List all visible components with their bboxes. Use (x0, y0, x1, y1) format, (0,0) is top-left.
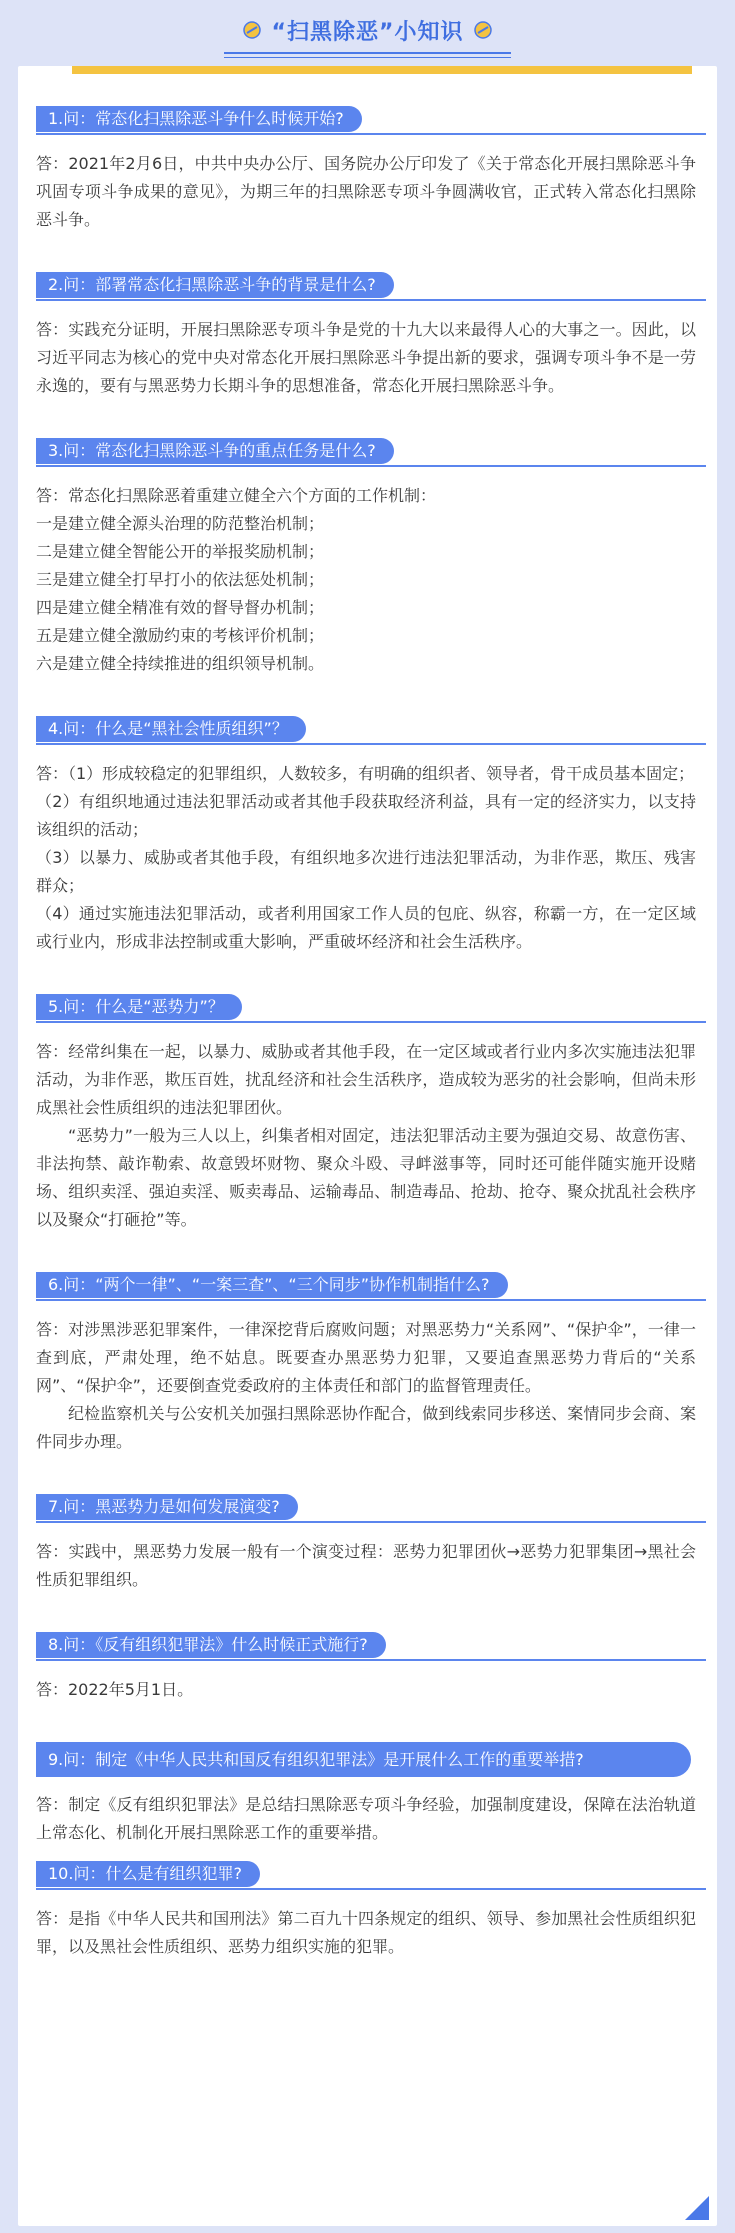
answer-paragraph: 答：实践中，黑恶势力发展一般有一个演变过程：恶势力犯罪团伙→恶势力犯罪集团→黑社会性质犯罪组织。 (36, 1542, 696, 1589)
qa-item (36, 1861, 716, 1961)
leaf-badge-icon (242, 20, 262, 40)
content-card (18, 66, 717, 2226)
question-underline (36, 1888, 706, 1890)
question-label: 10.问：什么是有组织犯罪? (36, 1861, 260, 1887)
question-underline (36, 465, 706, 467)
answer (36, 1905, 696, 1961)
answer (36, 760, 696, 956)
header (0, 0, 735, 62)
answer-paragraph: 答：常态化扫黑除恶着重建立健全六个方面的工作机制： (36, 486, 437, 505)
qa-item (36, 1494, 716, 1594)
answer (36, 1316, 696, 1456)
question-label: 9.问：制定《中华人民共和国反有组织犯罪法》是开展什么工作的重要举措? (36, 1742, 691, 1777)
answer-paragraph: 六是建立健全持续推进的组织领导机制。 (36, 654, 325, 673)
question-header (36, 106, 716, 136)
answer-paragraph: （2）有组织地通过违法犯罪活动或者其他手段获取经济利益，具有一定的经济实力，以支持该组织的活动； (36, 792, 696, 839)
answer-paragraph: 一是建立健全源头治理的防范整治机制； (36, 514, 325, 533)
answer (36, 1538, 696, 1594)
answer-paragraph: （3）以暴力、威胁或者其他手段，有组织地多次进行违法犯罪活动，为非作恶，欺压、残害群众； (36, 848, 696, 895)
qa-list (36, 106, 716, 1961)
leaf-badge-icon (473, 20, 493, 40)
answer (36, 1676, 696, 1704)
question-header (36, 1494, 716, 1524)
answer (36, 482, 696, 678)
question-underline (36, 1299, 706, 1301)
question-header (36, 438, 716, 468)
answer-paragraph: 答：2022年5月1日。 (36, 1680, 194, 1699)
answer (36, 150, 696, 234)
answer-paragraph: 答：经常纠集在一起，以暴力、威胁或者其他手段，在一定区域或者行业内多次实施违法犯罪活动，为非作恶，欺压百姓，扰乱经济和社会生活秩序，造成较为恶劣的社会影响，但尚未形成黑社会性质组织的违法犯罪团伙。 (36, 1042, 696, 1117)
answer-paragraph: 纪检监察机关与公安机关加强扫黑除恶协作配合，做到线索同步移送、案情同步会商、案件同步办理。 (36, 1404, 696, 1451)
question-underline (36, 1659, 706, 1661)
question-header (36, 716, 716, 746)
question-underline (36, 299, 706, 301)
question-header (36, 1272, 716, 1302)
answer-paragraph: 答：（1）形成较稳定的犯罪组织，人数较多，有明确的组织者、领导者，骨干成员基本固定； (36, 764, 695, 783)
corner-triangle-icon (685, 2196, 709, 2220)
question-underline (36, 1521, 706, 1523)
question-label: 1.问：常态化扫黑除恶斗争什么时候开始? (36, 106, 362, 132)
qa-item (36, 272, 716, 400)
question-label: 6.问：“两个一律”、“一案三查”、“三个同步”协作机制指什么? (36, 1272, 508, 1298)
answer-paragraph: 答：是指《中华人民共和国刑法》第二百九十四条规定的组织、领导、参加黑社会性质组织犯罪，以及黑社会性质组织、恶势力组织实施的犯罪。 (36, 1909, 696, 1956)
qa-item (36, 1632, 716, 1704)
question-header (36, 1861, 716, 1891)
answer-paragraph: 二是建立健全智能公开的举报奖励机制； (36, 542, 325, 561)
answer-paragraph: 五是建立健全激励约束的考核评价机制； (36, 626, 325, 645)
qa-item (36, 1272, 716, 1456)
question-label: 7.问：黑恶势力是如何发展演变? (36, 1494, 298, 1520)
question-label: 8.问：《反有组织犯罪法》什么时候正式施行? (36, 1632, 386, 1658)
answer (36, 1038, 696, 1234)
question-label: 5.问：什么是“恶势力”？ (36, 994, 242, 1020)
qa-item (36, 1742, 716, 1847)
question-label: 3.问：常态化扫黑除恶斗争的重点任务是什么? (36, 438, 394, 464)
question-header (36, 1742, 716, 1777)
answer (36, 1791, 696, 1847)
answer-paragraph: 答：制定《反有组织犯罪法》是总结扫黑除恶专项斗争经验，加强制度建设，保障在法治轨道上常态化、机制化开展扫黑除恶工作的重要举措。 (36, 1795, 696, 1842)
qa-item (36, 994, 716, 1234)
qa-item (36, 438, 716, 678)
answer-paragraph: 四是建立健全精准有效的督导督办机制； (36, 598, 325, 617)
accent-bar (72, 66, 692, 74)
answer-paragraph: （4）通过实施违法犯罪活动，或者利用国家工作人员的包庇、纵容，称霸一方，在一定区域或行业内，形成非法控制或重大影响，严重破坏经济和社会生活秩序。 (36, 904, 696, 951)
answer-paragraph: 答：实践充分证明，开展扫黑除恶专项斗争是党的十九大以来最得人心的大事之一。因此，以习近平同志为核心的党中央对常态化开展扫黑除恶斗争提出新的要求，强调专项斗争不是一劳永逸的，要有与黑恶势力长期斗争的思想准备，常态化开展扫黑除恶斗争。 (36, 320, 696, 395)
question-underline (36, 1021, 706, 1023)
question-label: 2.问：部署常态化扫黑除恶斗争的背景是什么? (36, 272, 394, 298)
question-underline (36, 743, 706, 745)
question-header (36, 272, 716, 302)
title-box (224, 9, 512, 54)
question-underline (36, 133, 706, 135)
answer-paragraph: 答：对涉黑涉恶犯罪案件，一律深挖背后腐败问题；对黑恶势力“关系网”、“保护伞”，一律一查到底，严肃处理，绝不姑息。既要查办黑恶势力犯罪，又要追查黑恶势力背后的“关系网”、“保护伞”，还要倒查党委政府的主体责任和部门的监督管理责任。 (36, 1320, 696, 1395)
page-title: “扫黑除恶”小知识 (271, 19, 464, 45)
question-label: 4.问：什么是“黑社会性质组织”？ (36, 716, 306, 742)
qa-item (36, 716, 716, 956)
answer-paragraph: 三是建立健全打早打小的依法惩处机制； (36, 570, 325, 589)
question-header (36, 994, 716, 1024)
answer-paragraph: “恶势力”一般为三人以上，纠集者相对固定，违法犯罪活动主要为强迫交易、故意伤害、非法拘禁、敲诈勒索、故意毁坏财物、聚众斗殴、寻衅滋事等，同时还可能伴随实施开设赌场、组织卖淫、强迫卖淫、贩卖毒品、运输毒品、制造毒品、抢劫、抢夺、聚众扰乱社会秩序以及聚众“打砸抢”等。 (36, 1126, 696, 1229)
qa-item (36, 106, 716, 234)
question-header (36, 1632, 716, 1662)
answer (36, 316, 696, 400)
answer-paragraph: 答：2021年2月6日，中共中央办公厅、国务院办公厅印发了《关于常态化开展扫黑除恶斗争巩固专项斗争成果的意见》，为期三年的扫黑除恶专项斗争圆满收官，正式转入常态化扫黑除恶斗争。 (36, 154, 696, 229)
